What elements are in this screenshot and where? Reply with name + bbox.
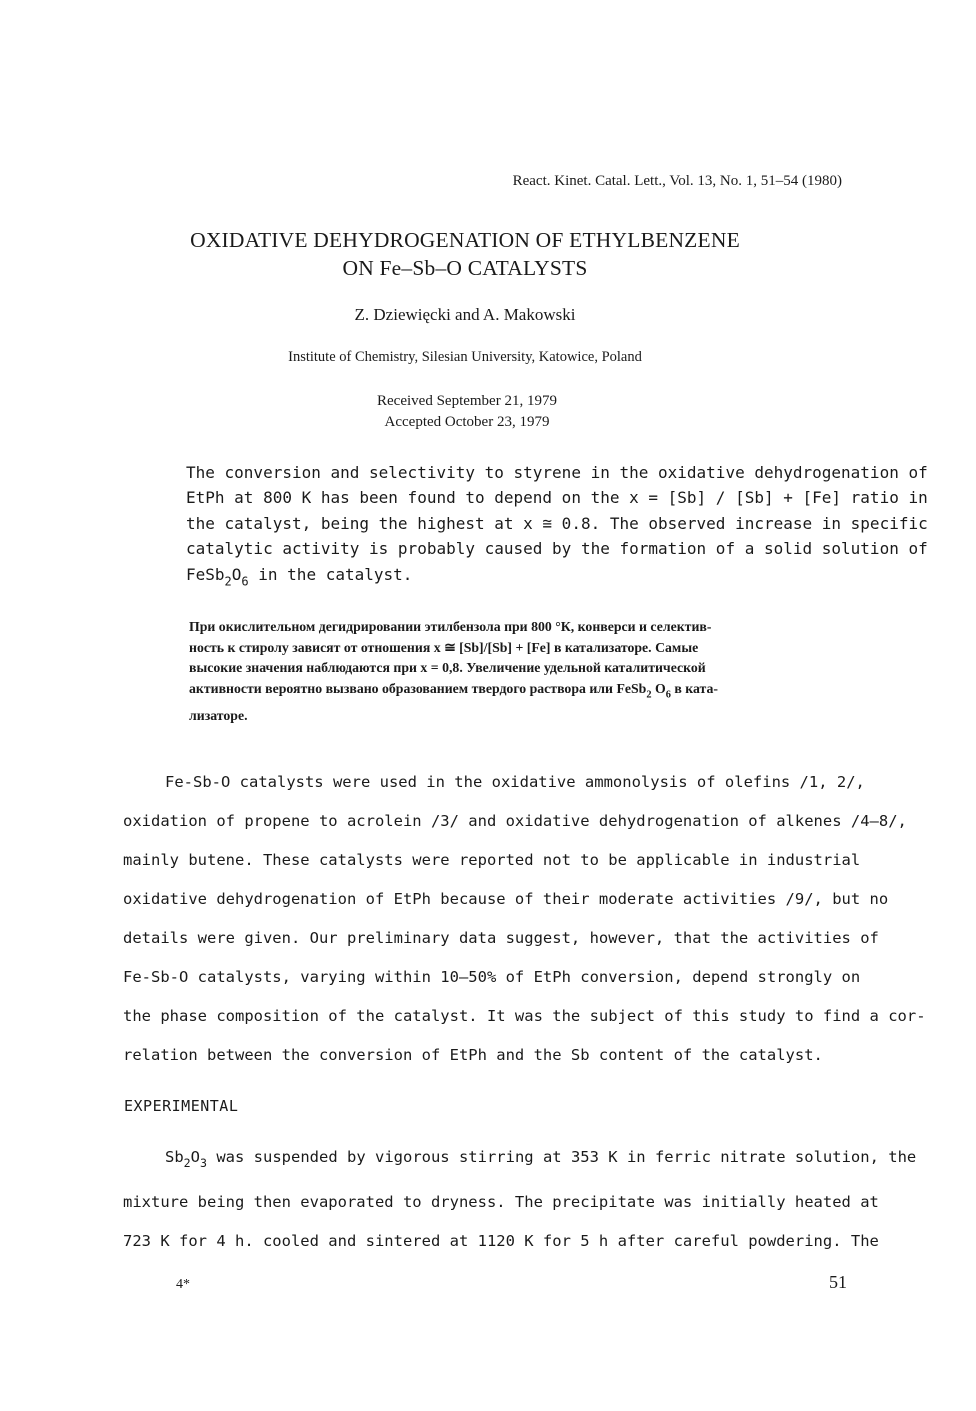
subscript: 2 [224, 574, 232, 589]
title-line-2: ON Fe–Sb–O CATALYSTS [342, 256, 588, 280]
authors: Z. Dziewięcki and A. Makowski [354, 305, 576, 324]
journal-reference: React. Kinet. Catal. Lett., Vol. 13, No. 1, 51–54 (1980) [512, 173, 842, 189]
signature-mark: 4* [176, 1277, 190, 1292]
abstract-ru-line [189, 679, 879, 706]
body-line: the phase composition of the catalyst. It was the subject of this study to find a cor- [123, 1007, 926, 1025]
formula-text: O [231, 564, 242, 584]
body-line [123, 1138, 917, 1183]
accepted-date: Accepted October 23, 1979 [384, 414, 550, 430]
abstract-text: in the catalyst. [248, 564, 413, 584]
abstract-line: EtPh at 800 K has been found to depend on the x = [Sb] / [Sb] + [Fe] ratio in [186, 488, 928, 508]
page-number: 51 [829, 1272, 847, 1292]
body-text: was suspended by vigorous stirring at 353 K in ferric nitrate solution, the [207, 1148, 917, 1166]
subscript: 6 [241, 574, 249, 589]
section-heading: EXPERIMENTAL [124, 1097, 239, 1115]
subscript: 6 [665, 689, 671, 701]
body-line: details were given. Our preliminary data suggest, however, that the activities of [123, 929, 879, 947]
abstract-line: catalytic activity is probably caused by the formation of a solid solution of [186, 539, 928, 559]
abstract-ru-text: активности вероятно вызвано образованием твердого раствора или FeSb [189, 680, 647, 696]
body-line: oxidation of propene to acrolein /3/ and oxidative dehydrogenation of alkenes /4–8/, [123, 812, 907, 830]
abstract-english [186, 460, 928, 594]
body-line: Fe-Sb-O catalysts, varying within 10–50% of EtPh conversion, depend strongly on [123, 968, 861, 986]
body-line: mixture being then evaporated to dryness. The precipitate was initially heated at [123, 1193, 879, 1212]
abstract-ru-line: лизаторе. [189, 708, 248, 724]
formula-text: O [651, 680, 666, 696]
body-line: mainly butene. These catalysts were reported not to be applicable in industrial [123, 851, 861, 869]
abstract-ru-line: высокие значения наблюдаются при x = 0,8. Увеличение удельной каталитической [189, 660, 706, 676]
formula-text: FeSb [186, 564, 225, 584]
paper-title [0, 226, 930, 282]
abstract-ru-text: в ката- [670, 680, 718, 696]
introduction-paragraph [123, 763, 926, 1075]
dates-block [0, 391, 934, 433]
abstract-line: The conversion and selectivity to styrene in the oxidative dehydrogenation of [186, 463, 928, 482]
formula-text: Sb [165, 1148, 184, 1166]
subscript: 2 [646, 689, 652, 701]
body-line: oxidative dehydrogenation of EtPh because of their moderate activities /9/, but no [123, 890, 889, 908]
subscript: 2 [183, 1156, 191, 1171]
affiliation: Institute of Chemistry, Silesian University, Katowice, Poland [288, 349, 642, 365]
abstract-ru-line: ность к стиролу зависят от отношения x ≅ [Sb]/[Sb] + [Fe] в катализаторе. Самые [189, 639, 699, 655]
abstract-line: the catalyst, being the highest at x ≅ 0.8. The observed increase in specific [186, 513, 928, 533]
formula-text: O [190, 1148, 201, 1166]
title-line-1: OXIDATIVE DEHYDROGENATION OF ETHYLBENZENE [190, 228, 740, 252]
abstract-russian [189, 617, 879, 727]
experimental-paragraph [123, 1138, 917, 1261]
abstract-line [186, 562, 856, 595]
subscript: 3 [200, 1156, 208, 1171]
body-line: Fe-Sb-O catalysts were used in the oxidative ammonolysis of olefins /1, 2/, [165, 773, 865, 791]
received-date: Received September 21, 1979 [377, 393, 557, 409]
abstract-ru-line: При окислительном дегидрировании этилбензола при 800 °К, конверси и селектив- [189, 619, 712, 634]
body-line: relation between the conversion of EtPh and the Sb content of the catalyst. [123, 1046, 823, 1064]
body-line: 723 K for 4 h. cooled and sintered at 1120 K for 5 h after careful powdering. The [123, 1232, 879, 1251]
